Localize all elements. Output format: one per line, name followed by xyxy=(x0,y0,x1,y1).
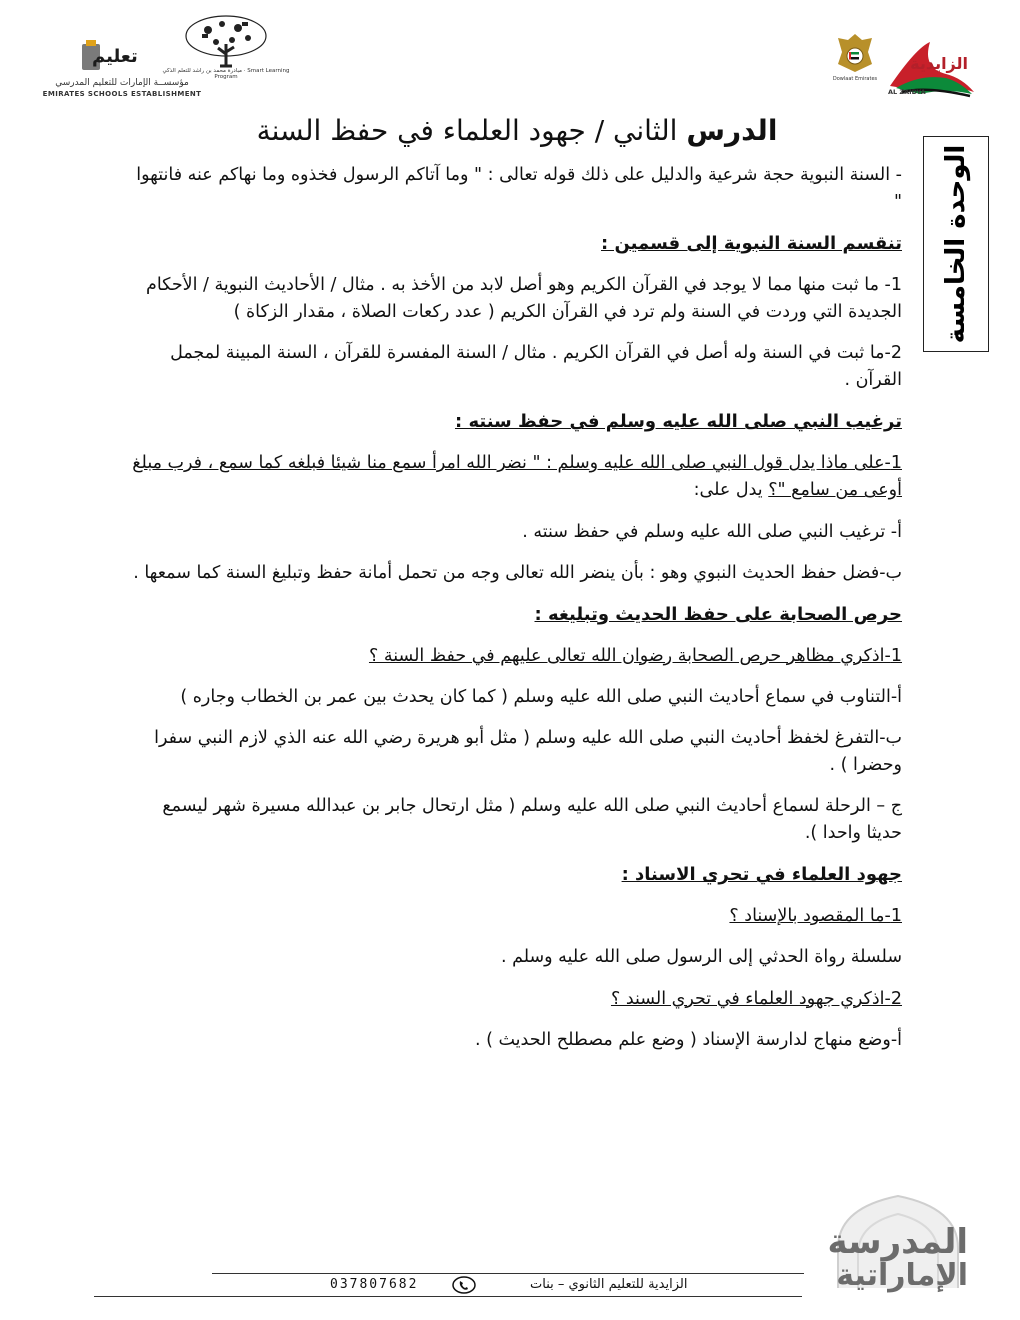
section-heading-isnad: جهود العلماء في تحري الاسناد : xyxy=(621,864,902,886)
intro-paragraph: - السنة النبوية حجة شرعية والدليل على ذلك قوله تعالى : " وما آتاكم الرسول فخذوه وما نهاكم عنه فانتهوا " xyxy=(136,164,902,212)
emirati-school-watermark xyxy=(798,1188,986,1292)
answer-companions-a: أ-التناوب في سماع أحاديث النبي صلى الله عليه وسلم ( كما كان يحدث بين عمر بن الخطاب وجاره ) xyxy=(180,686,902,707)
lesson-title-bold: الدرس xyxy=(686,114,778,147)
question-isnad-meaning: 1-ما المقصود بالإسناد ؟ xyxy=(729,906,902,927)
footer-phone-number: 037807682 xyxy=(330,1277,419,1292)
question-companions: 1-اذكري مظاهر حرص الصحابة رضوان الله تعالى عليهم في حفظ السنة ؟ xyxy=(368,645,902,666)
smart-learning-caption: مبادرة محمد بن راشد للتعلم الذكي · Smart Learning Program xyxy=(162,68,290,80)
smart-learning-logo xyxy=(160,14,292,86)
phone-icon xyxy=(452,1276,476,1294)
lesson-title xyxy=(132,112,902,150)
falcon-emblem-icon xyxy=(832,30,878,76)
ese-logo-arabic: مؤسســة الإمارات للتعليم المدرسي xyxy=(55,78,189,88)
question-isnad-efforts: 2-اذكري جهود العلماء في تحري السند ؟ xyxy=(610,988,902,1009)
ese-logo-title: تعليم xyxy=(92,46,138,67)
section-heading-sunnah-types: تنقسم السنة النبوية إلى قسمين : xyxy=(601,233,902,255)
uae-emblem-caption: Dowlaat Emirates xyxy=(832,76,878,82)
watermark-line1: المدرسة xyxy=(827,1222,968,1262)
footer-divider-top xyxy=(212,1273,804,1274)
tree-icon xyxy=(160,14,292,68)
unit-label: الوحدة الخامسة xyxy=(941,144,971,344)
question-hadith-underlined: 1-على ماذا يدل قول النبي صلى الله عليه وسلم : " نضر الله امرأ سمع منا شيئا فبلغه كما سمع ، فرب مبلغ أوعى من سامع "؟ xyxy=(132,453,902,501)
answer-isnad-efforts-a: أ-وضع منهاج لدارسة الإسناد ( وضع علم مصطلح الحديث ) . xyxy=(474,1029,902,1050)
question-hadith-rest: يدل على: xyxy=(693,480,769,501)
footer-school-name: الزايدية للتعليم الثانوي – بنات xyxy=(530,1277,688,1292)
ese-logo-english: EMIRATES SCHOOLS ESTABLISHMENT xyxy=(42,90,202,98)
answer-hadith-a: أ- ترغيب النبي صلى الله عليه وسلم في حفظ سنته . xyxy=(522,521,902,542)
footer-divider-bottom xyxy=(94,1296,802,1297)
lesson-title-rest: الثاني / جهود العلماء في حفظ السنة xyxy=(256,114,687,147)
sunnah-type-2: 2-ما ثبت في السنة وله أصل في القرآن الكريم . مثال / السنة المفسرة للقرآن ، السنة المبينة لمجمل القرآن . xyxy=(170,343,902,391)
lesson-content xyxy=(132,112,902,1068)
answer-hadith-b: ب-فضل حفظ الحديث النبوي وهو : بأن ينضر الله تعالى وجه من تحمل أمانة حفظ وتبليغ السنة كما سمعها . xyxy=(133,562,902,583)
answer-isnad-meaning: سلسلة رواة الحدثي إلى الرسول صلى الله عليه وسلم . xyxy=(500,947,902,968)
section-heading-prophet-encouragement: ترغيب النبي صلى الله عليه وسلم في حفظ سنته : xyxy=(454,411,902,433)
section-heading-companions: حرص الصحابة على حفظ الحديث وتبليغه : xyxy=(534,603,902,625)
zaidiya-logo-arabic: الزايدية xyxy=(910,54,968,73)
question-hadith-meaning xyxy=(132,450,902,504)
uae-emblem xyxy=(832,30,878,84)
watermark-line2: الإماراتية xyxy=(836,1258,968,1293)
zaidiya-logo-english: AL ZAIDYA xyxy=(888,88,926,96)
unit-label-box xyxy=(923,136,989,352)
zaidiya-school-logo xyxy=(886,38,976,100)
answer-companions-b: ب-التفرغ لخفظ أحاديث النبي صلى الله عليه وسلم ( مثل أبو هريرة رضي الله عنه الذي لازم النبي سفرا وحضرا ) . xyxy=(154,727,902,776)
answer-companions-c: ج – الرحلة لسماع أحاديث النبي صلى الله عليه وسلم ( مثل ارتحال جابر بن عبدالله مسيرة شهر ليسمع حديثا واحدا ). xyxy=(162,796,902,844)
sunnah-type-1: 1- ما ثبت منها مما لا يوجد في القرآن الكريم وهو أصل لابد من الأخذ به . مثال / الأحاديث النبوية / الأحكام الجديدة التي وردت في السنة ولم ترد في القرآن الكريم ( عدد ركعات الصلاة ، مقدار الزكاة ) xyxy=(145,274,902,323)
